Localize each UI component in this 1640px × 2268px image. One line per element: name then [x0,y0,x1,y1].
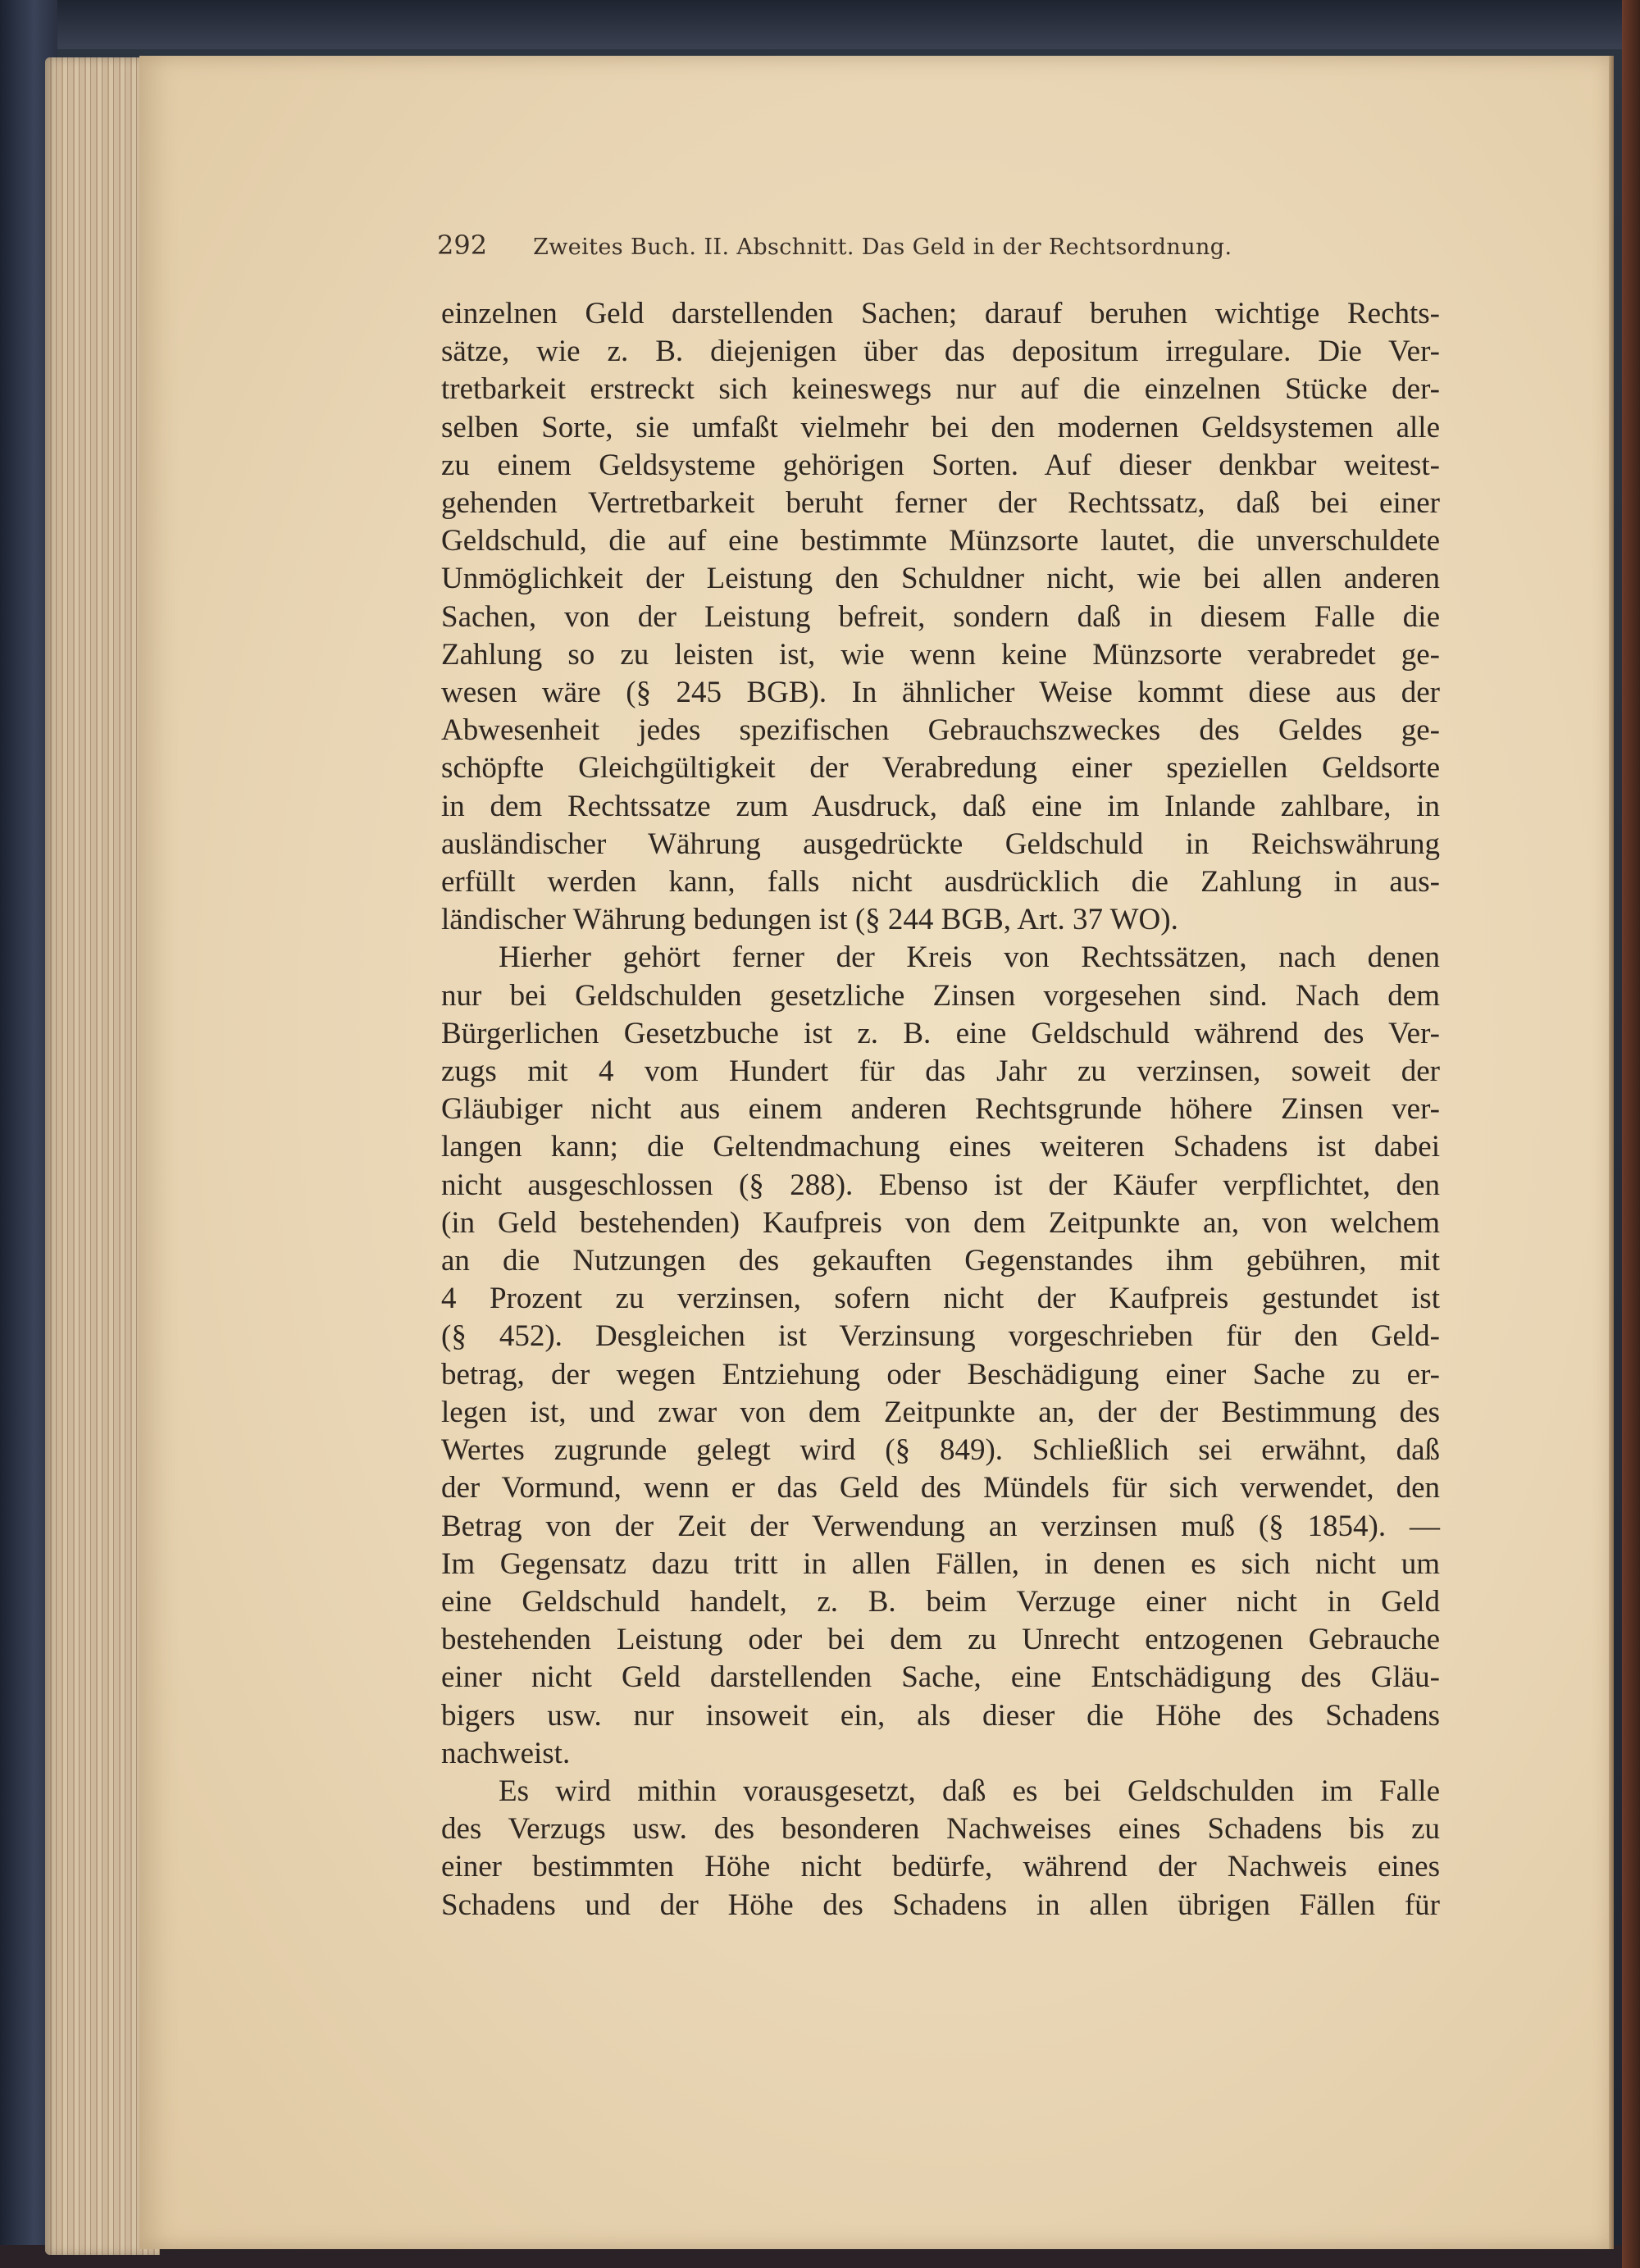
text-line: der Vormund, wenn er das Geld des Mündels für sich verwendet, den [441,1471,1440,1505]
text-line: (in Geld bestehenden) Kaufpreis von dem Zeitpunkte an, von welchem [441,1205,1440,1240]
text-line: Wertes zugrunde gelegt wird (§ 849). Schließlich sei erwähnt, daß [441,1433,1440,1468]
text-line: gehenden Vertretbarkeit beruht ferner der Rechtssatz, daß bei einer [441,486,1440,521]
text-line: tretbarkeit erstreckt sich keineswegs nur auf die einzelnen Stücke der- [441,372,1440,407]
text-line: Abwesenheit jedes spezifischen Gebrauchszweckes des Geldes ge- [441,713,1440,748]
text-line: langen kann; die Geltendmachung eines weiteren Schadens ist dabei [441,1130,1440,1164]
text-line: an die Nutzungen des gekauften Gegenstandes ihm gebühren, mit [441,1244,1440,1278]
book-cover-top [0,0,1640,49]
text-line: Schadens und der Höhe des Schadens in allen übrigen Fällen für [441,1888,1440,1922]
text-line: zu einem Geldsysteme gehörigen Sorten. Auf dieser denkbar weitest- [441,448,1440,482]
running-title: Zweites Buch. II. Abschnitt. Das Geld in der Rechtsordnung. [533,235,1232,260]
text-line: schöpfte Gleichgültigkeit der Verabredung einer speziellen Geldsorte [441,751,1440,786]
text-line: eine Geldschuld handelt, z. B. beim Verzuge einer nicht in Geld [441,1584,1440,1619]
text-line: Es wird mithin vorausgesetzt, daß es bei Geldschulden im Falle [499,1774,1440,1808]
text-line: erfüllt werden kann, falls nicht ausdrücklich die Zahlung in aus- [441,865,1440,899]
paragraph [441,1773,1440,1924]
page-number: 292 [437,230,488,261]
paragraph [441,295,1440,939]
text-line: nur bei Geldschulden gesetzliche Zinsen vorgesehen sind. Nach dem [441,978,1440,1013]
text-line: in dem Rechtssatze zum Ausdruck, daß eine im Inlande zahlbare, in [441,789,1440,823]
text-line: des Verzugs usw. des besonderen Nachweises eines Schadens bis zu [441,1812,1440,1847]
text-line: wesen wäre (§ 245 BGB). In ähnlicher Weise kommt diese aus der [441,676,1440,710]
page-gutter [1609,56,1614,2249]
text-line: Bürgerlichen Gesetzbuche ist z. B. eine Geldschuld während des Ver- [441,1016,1440,1050]
text-line: nicht ausgeschlossen (§ 288). Ebenso ist der Käufer verpflichtet, den [441,1168,1440,1202]
text-line: selben Sorte, sie umfaßt vielmehr bei den modernen Geldsystemen alle [441,410,1440,444]
body-text [441,295,1440,1924]
text-line: Unmöglichkeit der Leistung den Schuldner nicht, wie bei allen anderen [441,562,1440,596]
text-line: einer bestimmten Höhe nicht bedürfe, während der Nachweis eines [441,1850,1440,1884]
text-line: bestehenden Leistung oder bei dem zu Unrecht entzogenen Gebrauche [441,1623,1440,1657]
text-line: Sachen, von der Leistung befreit, sondern daß in diesem Falle die [441,599,1440,634]
text-line: ausländischer Währung ausgedrückte Geldschuld in Reichswährung [441,827,1440,861]
book-cover-right [1622,0,1640,2268]
text-line: einer nicht Geld darstellenden Sache, eine Entschädigung des Gläu- [441,1660,1440,1695]
text-line: legen ist, und zwar von dem Zeitpunkte an, der der Bestimmung des [441,1395,1440,1429]
running-header [437,230,1331,261]
text-line: (§ 452). Desgleichen ist Verzinsung vorgeschrieben für den Geld- [441,1319,1440,1354]
text-line: einzelnen Geld darstellenden Sachen; darauf beruhen wichtige Rechts- [441,297,1440,330]
text-line: Betrag von der Zeit der Verwendung an verzinsen muß (§ 1854). — [441,1509,1440,1543]
text-line: sätze, wie z. B. diejenigen über das depositum irregulare. Die Ver- [441,335,1440,369]
text-line: Im Gegensatz dazu tritt in allen Fällen, in denen es sich nicht um [441,1546,1440,1581]
text-line: ländischer Währung bedungen ist (§ 244 BGB, Art. 37 WO). [441,903,1178,937]
text-line: zugs mit 4 vom Hundert für das Jahr zu verzinsen, soweit der [441,1054,1440,1089]
text-line: Gläubiger nicht aus einem anderen Rechtsgrunde höhere Zinsen ver- [441,1092,1440,1127]
text-line: nachweist. [441,1736,571,1770]
paragraph [441,939,1440,1772]
text-line: Geldschuld, die auf eine bestimmte Münzsorte lautet, die unverschuldete [441,524,1440,558]
text-line: betrag, der wegen Entziehung oder Beschädigung einer Sache zu er- [441,1357,1440,1391]
text-line: 4 Prozent zu verzinsen, sofern nicht der Kaufpreis gestundet ist [441,1282,1440,1316]
text-line: Zahlung so zu leisten ist, wie wenn keine Münzsorte verabredet ge- [441,637,1440,672]
text-line: bigers usw. nur insoweit ein, als dieser die Höhe des Schadens [441,1698,1440,1733]
text-line: Hierher gehört ferner der Kreis von Rechtssätzen, nach denen [499,940,1440,975]
